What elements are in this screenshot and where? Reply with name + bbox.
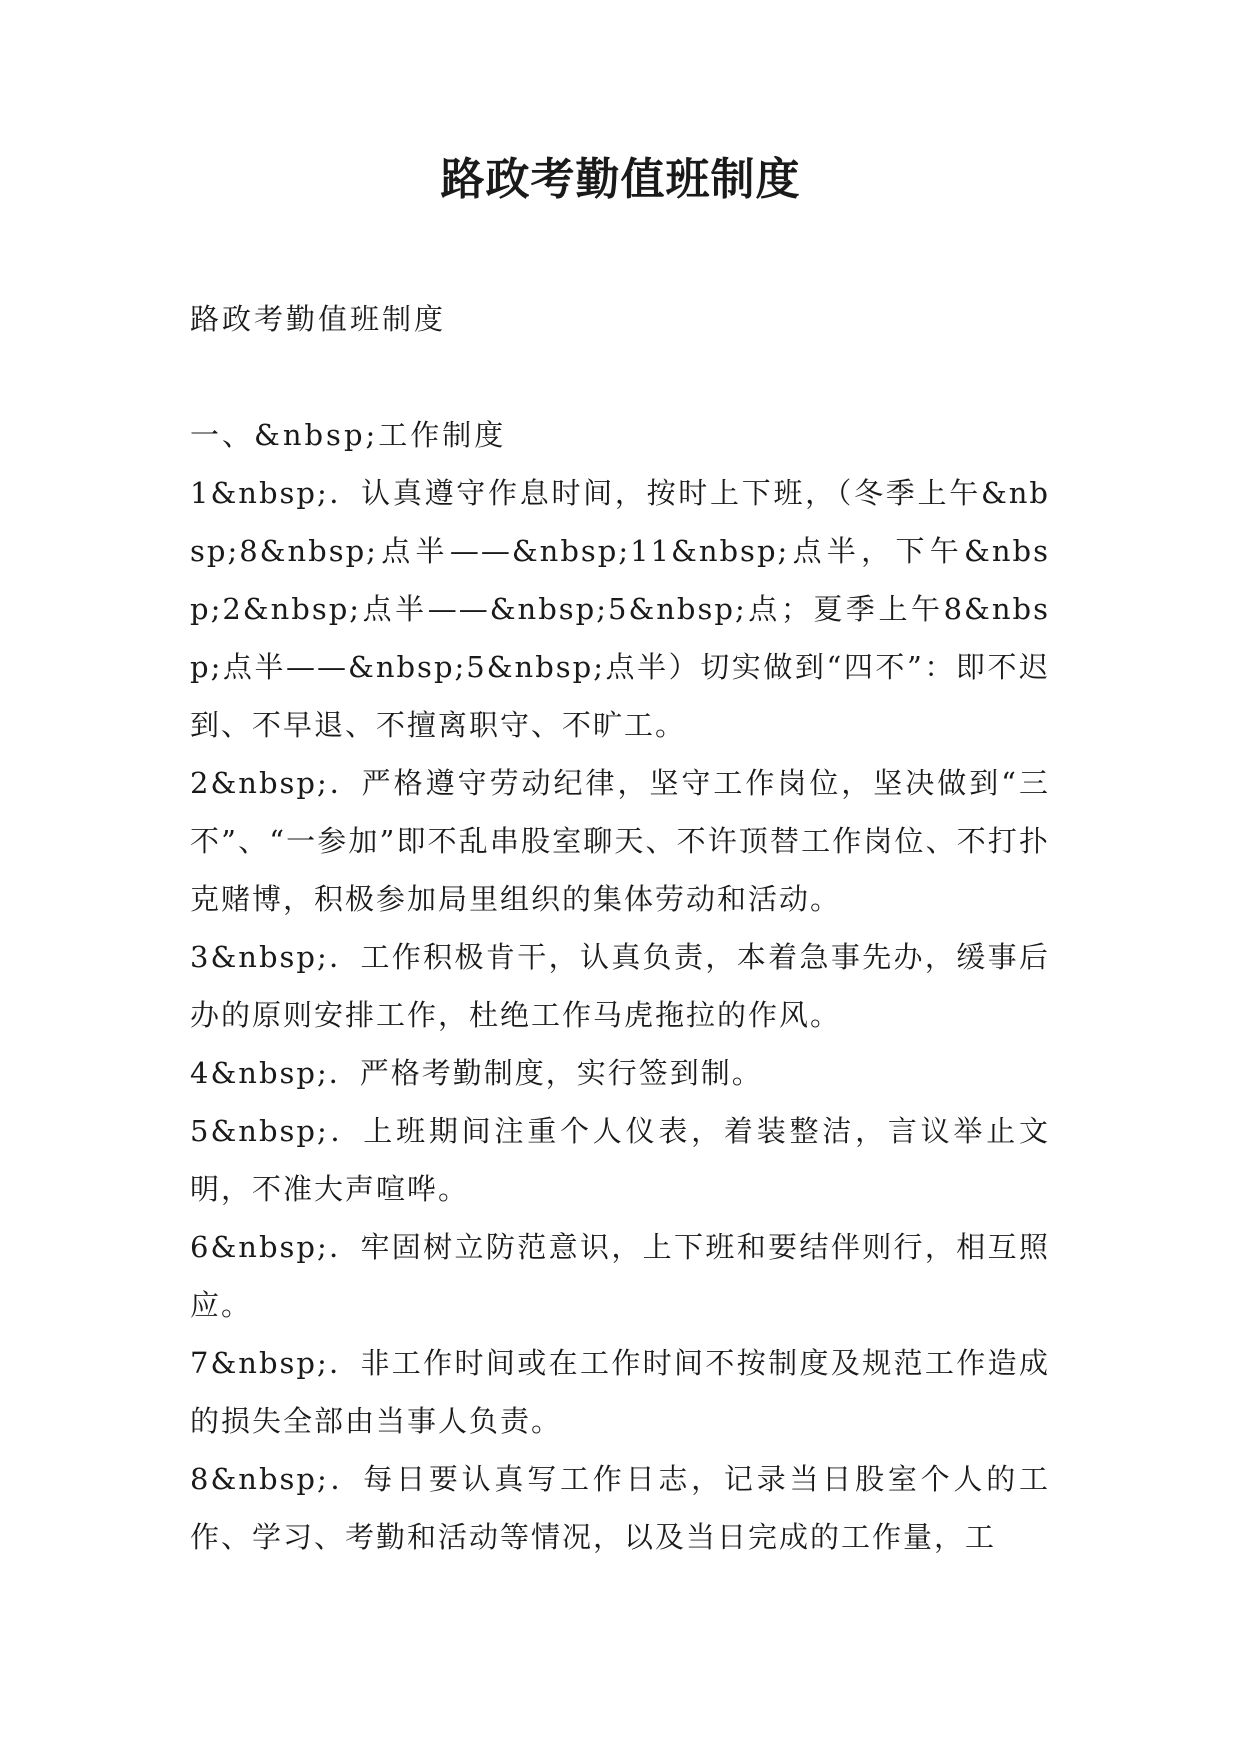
section-heading: 一、&nbsp;工作制度 [190,418,507,452]
rule-paragraph-7: 7&nbsp;．非工作时间或在工作时间不按制度及规范工作造成的损失全部由当事人负责。 [190,1346,1050,1438]
rule-paragraph-6: 6&nbsp;．牢固树立防范意识，上下班和要结伴则行，相互照应。 [190,1230,1050,1322]
rule-paragraph-2: 2&nbsp;．严格遵守劳动纪律，坚守工作岗位，坚决做到“三不”、“一参加”即不乱串股室聊天、不许顶替工作岗位、不打扑克赌博，积极参加局里组织的集体劳动和活动。 [190,766,1050,916]
document-subtitle: 路政考勤值班制度 [190,302,447,336]
rule-paragraph-4: 4&nbsp;．严格考勤制度，实行签到制。 [190,1056,763,1090]
rule-paragraph-1: 1&nbsp;．认真遵守作息时间，按时上下班，（冬季上午&nbsp;8&nbsp;点半——&nbsp;11&nbsp;点半，下午&nbsp;2&nbsp;点半——&nbsp;5&nbsp;点；夏季上午8&nbsp;点半——&nbsp;5&nbsp;点半）切实做到“四不”：即不迟到、不早退、不擅离职守、不旷工。 [190,476,1050,742]
rule-paragraph-3: 3&nbsp;．工作积极肯干，认真负责，本着急事先办，缓事后办的原则安排工作，杜绝工作马虎拖拉的作风。 [190,940,1050,1032]
rule-paragraph-5: 5&nbsp;．上班期间注重个人仪表，着装整洁，言议举止文明，不准大声喧哗。 [190,1114,1050,1206]
document-body [190,290,1050,1566]
document-title: 路政考勤值班制度 [440,154,801,205]
rule-paragraph-8: 8&nbsp;．每日要认真写工作日志，记录当日股室个人的工作、学习、考勤和活动等情况，以及当日完成的工作量，工 [190,1462,1050,1554]
